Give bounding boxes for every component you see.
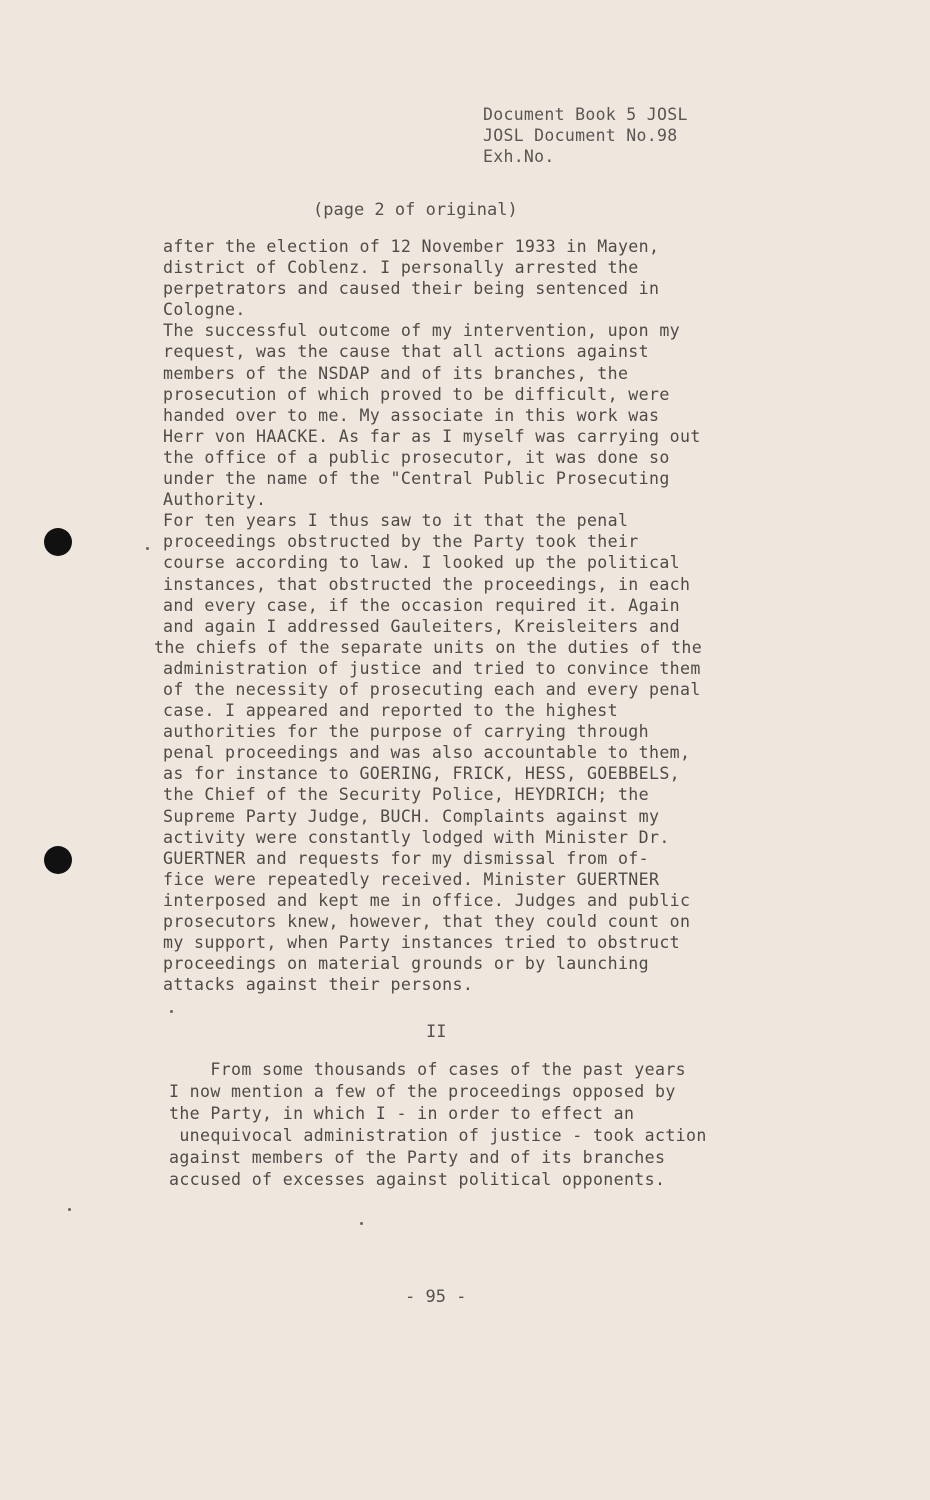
text-line: my support, when Party instances tried to obstruct	[163, 933, 681, 953]
document-header	[483, 104, 688, 167]
text-line: fice were repeatedly received. Minister GUERTNER	[163, 869, 660, 889]
header-line-book: Document Book 5 JOSL	[483, 105, 688, 124]
original-page-reference: (page 2 of original)	[313, 200, 518, 220]
text-line: request, was the cause that all actions against	[163, 342, 649, 362]
text-line: I now mention a few of the proceedings opposed by	[169, 1082, 676, 1101]
text-line: GUERTNER and requests for my dismissal from of-	[163, 848, 649, 868]
text-line: proceedings on material grounds or by launching	[163, 954, 649, 974]
text-line: case. I appeared and reported to the highest	[163, 701, 618, 721]
text-line: after the election of 12 November 1933 in Mayen,	[163, 237, 660, 256]
text-line: prosecution of which proved to be difficult, were	[163, 384, 670, 404]
text-line: Herr von HAACKE. As far as I myself was carrying out	[163, 426, 701, 446]
header-line-exhibit: Exh.No.	[483, 147, 555, 166]
text-line: the Party, in which I - in order to effect an	[169, 1104, 635, 1123]
paper-speck	[360, 1222, 363, 1225]
page-number: - 95 -	[405, 1287, 467, 1307]
text-line: unequivocal administration of justice - took action	[169, 1126, 707, 1145]
text-line: interposed and kept me in office. Judges and public	[163, 890, 691, 910]
text-line: administration of justice and tried to convince them	[163, 658, 701, 678]
punch-hole-upper	[44, 528, 72, 556]
text-line: district of Coblenz. I personally arrested the	[163, 258, 639, 278]
section-number: II	[426, 1022, 447, 1042]
text-line: members of the NSDAP and of its branches, the	[163, 363, 629, 383]
text-line: the office of a public prosecutor, it was done so	[163, 447, 670, 467]
text-line: handed over to me. My associate in this work was	[163, 405, 660, 425]
text-line: perpetrators and caused their being sentenced in	[163, 279, 660, 299]
paper-speck	[170, 1010, 173, 1013]
text-line: course according to law. I looked up the political	[163, 553, 681, 573]
punch-hole-lower	[44, 846, 72, 874]
text-line: of the necessity of prosecuting each and every penal	[163, 679, 701, 699]
text-line: prosecutors knew, however, that they could count on	[163, 912, 691, 931]
text-line: the chiefs of the separate units on the duties of the	[154, 637, 703, 657]
text-line: authorities for the purpose of carrying through	[163, 722, 649, 742]
text-line: Cologne.	[163, 300, 246, 320]
header-line-document: JOSL Document No.98	[483, 126, 678, 145]
text-line: attacks against their persons.	[163, 975, 474, 995]
text-line: activity were constantly lodged with Minister Dr.	[163, 827, 670, 847]
text-line: and again I addressed Gauleiters, Kreisleiters and	[163, 616, 681, 636]
text-line: The successful outcome of my intervention, upon my	[163, 321, 681, 341]
paper-speck	[68, 1208, 71, 1211]
text-line: penal proceedings and was also accountable to them,	[163, 743, 691, 763]
text-line: accused of excesses against political opponents.	[169, 1170, 666, 1189]
section-text	[169, 1059, 809, 1191]
body-text	[154, 236, 803, 995]
text-line: the Chief of the Security Police, HEYDRICH; the	[163, 785, 649, 805]
text-line: instances, that obstructed the proceedings, in each	[163, 574, 691, 594]
text-line: Authority.	[163, 490, 267, 510]
text-line: as for instance to GOERING, FRICK, HESS, GOEBBELS,	[163, 764, 681, 784]
text-line: proceedings obstructed by the Party took their	[163, 532, 639, 552]
text-line: against members of the Party and of its branches	[169, 1148, 666, 1167]
text-line: Supreme Party Judge, BUCH. Complaints against my	[163, 806, 660, 826]
text-line: under the name of the "Central Public Prosecuting	[163, 469, 670, 489]
text-line: and every case, if the occasion required it. Again	[163, 595, 681, 615]
text-line: For ten years I thus saw to it that the penal	[163, 511, 629, 531]
text-line: From some thousands of cases of the past years	[169, 1060, 687, 1079]
paper-speck	[146, 547, 149, 550]
